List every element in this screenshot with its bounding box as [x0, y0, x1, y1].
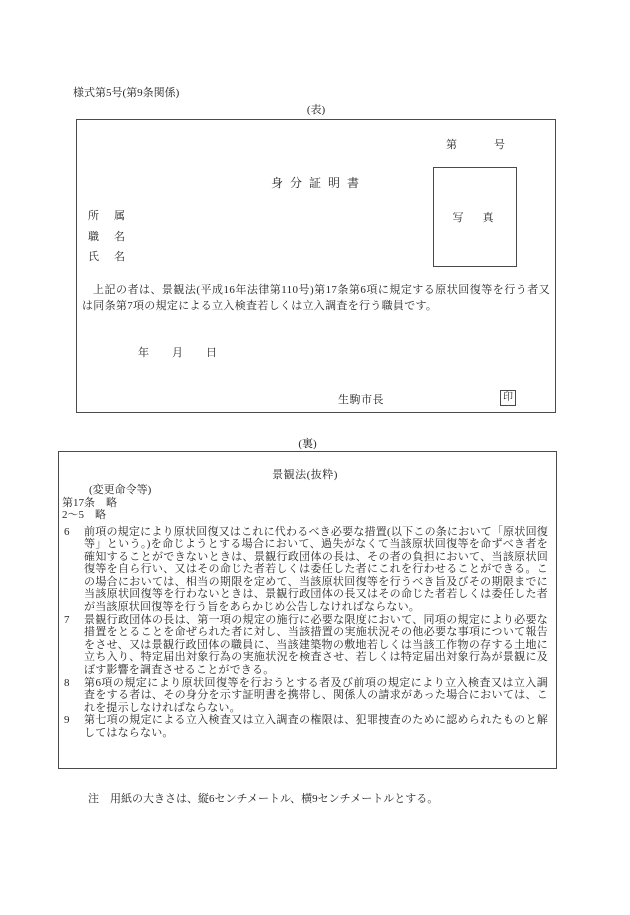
law-item-7-number: 7: [64, 613, 70, 626]
seal-mark: 印: [500, 390, 516, 406]
form-number: 様式第5号(第9条関係): [73, 87, 180, 99]
law-item-6-number: 6: [64, 525, 70, 538]
law-item-7-text: 景観行政団体の長は、第一項の規定の施行に必要な限度において、同項の規定により必要な措置をとることを命ぜられた者に対し、当該措置の実施状況その他必要な事項について報告をさせ、又は景観行政団体の職員に、当該建築物の敷地若しくは当該工作物の存する土地に立ち入り、特定届出対象行為の実施状況を検査させ、若しくは特定届出対象行為が景観に及ぼす影響を調査させることができる。: [84, 613, 548, 677]
id-card-back: [58, 451, 557, 769]
back-side-label: (裏): [298, 438, 317, 450]
law-item-8-number: 8: [64, 676, 70, 689]
field-name: 氏 名: [88, 251, 127, 263]
id-card-front: [76, 119, 556, 413]
front-side-label: (表): [306, 104, 326, 116]
holder-fields: [88, 206, 127, 268]
law-item-8: [62, 677, 548, 715]
date-line: 年 月 日: [138, 347, 223, 359]
certificate-statement: 上記の者は、景観法(平成16年法律第110号)第17条第6項に規定する原状回復等を行う者又は同条第7項の規定による立入検査若しくは立入調査を行う職員です。: [82, 284, 550, 312]
law-item-9: [62, 714, 548, 739]
law-section-heading: (変更命令等): [89, 484, 152, 496]
photo-placeholder: [433, 167, 517, 267]
issuer-name: 生駒市長: [338, 394, 384, 406]
law-item-6-text: 前項の規定により原状回復又はこれに代わるべき必要な措置(以下この条において「原状回復等」という。)を命じようとする場合において、過失がなくて当該原状回復等を命ずべき者を確知することができないときは、景観行政団体の長は、その者の負担において、当該原状回復等を自ら行い、又はその命じた者若しくは委任した者にこれを行わせることができる。この場合においては、相当の期限を定めて、当該原状回復等を行うべき旨及びその期限までに当該原状回復等を行わないときは、景観行政団体の長又はその命じた者若しくは委任した者が当該原状回復等を行う旨をあらかじめ公告しなければならない。: [84, 525, 548, 614]
law-item-8-text: 第6項の規定により原状回復等を行おうとする者及び前項の規定により立入検査又は立入調査をする者は、その身分を示す証明書を携帯し、関係人の請求があった場合においては、これを提示しなければならない。: [84, 676, 548, 714]
law-item-9-text: 第七項の規定による立入検査又は立入調査の権限は、犯罪捜査のために認められたものと解してはならない。: [84, 714, 548, 739]
photo-label: 写 真: [452, 212, 498, 224]
field-affiliation: 所 属: [88, 210, 127, 222]
law-item-7: [62, 614, 548, 677]
field-job-title: 職 名: [88, 230, 127, 243]
law-item-6: [62, 526, 548, 614]
certificate-number-line: 第 号: [446, 139, 518, 151]
paper-size-note: 注 用紙の大きさは、縦6センチメートル、横9センチメートルとする。: [88, 793, 439, 805]
certificate-title: 身 分 証 明 書: [270, 176, 361, 190]
law-article-line: 第17条 略: [62, 496, 117, 509]
law-range-line: 2～5 略: [62, 509, 106, 521]
law-items: [62, 526, 548, 740]
law-item-9-number: 9: [64, 714, 70, 727]
law-excerpt-title: 景観法(抜粋): [272, 469, 338, 481]
